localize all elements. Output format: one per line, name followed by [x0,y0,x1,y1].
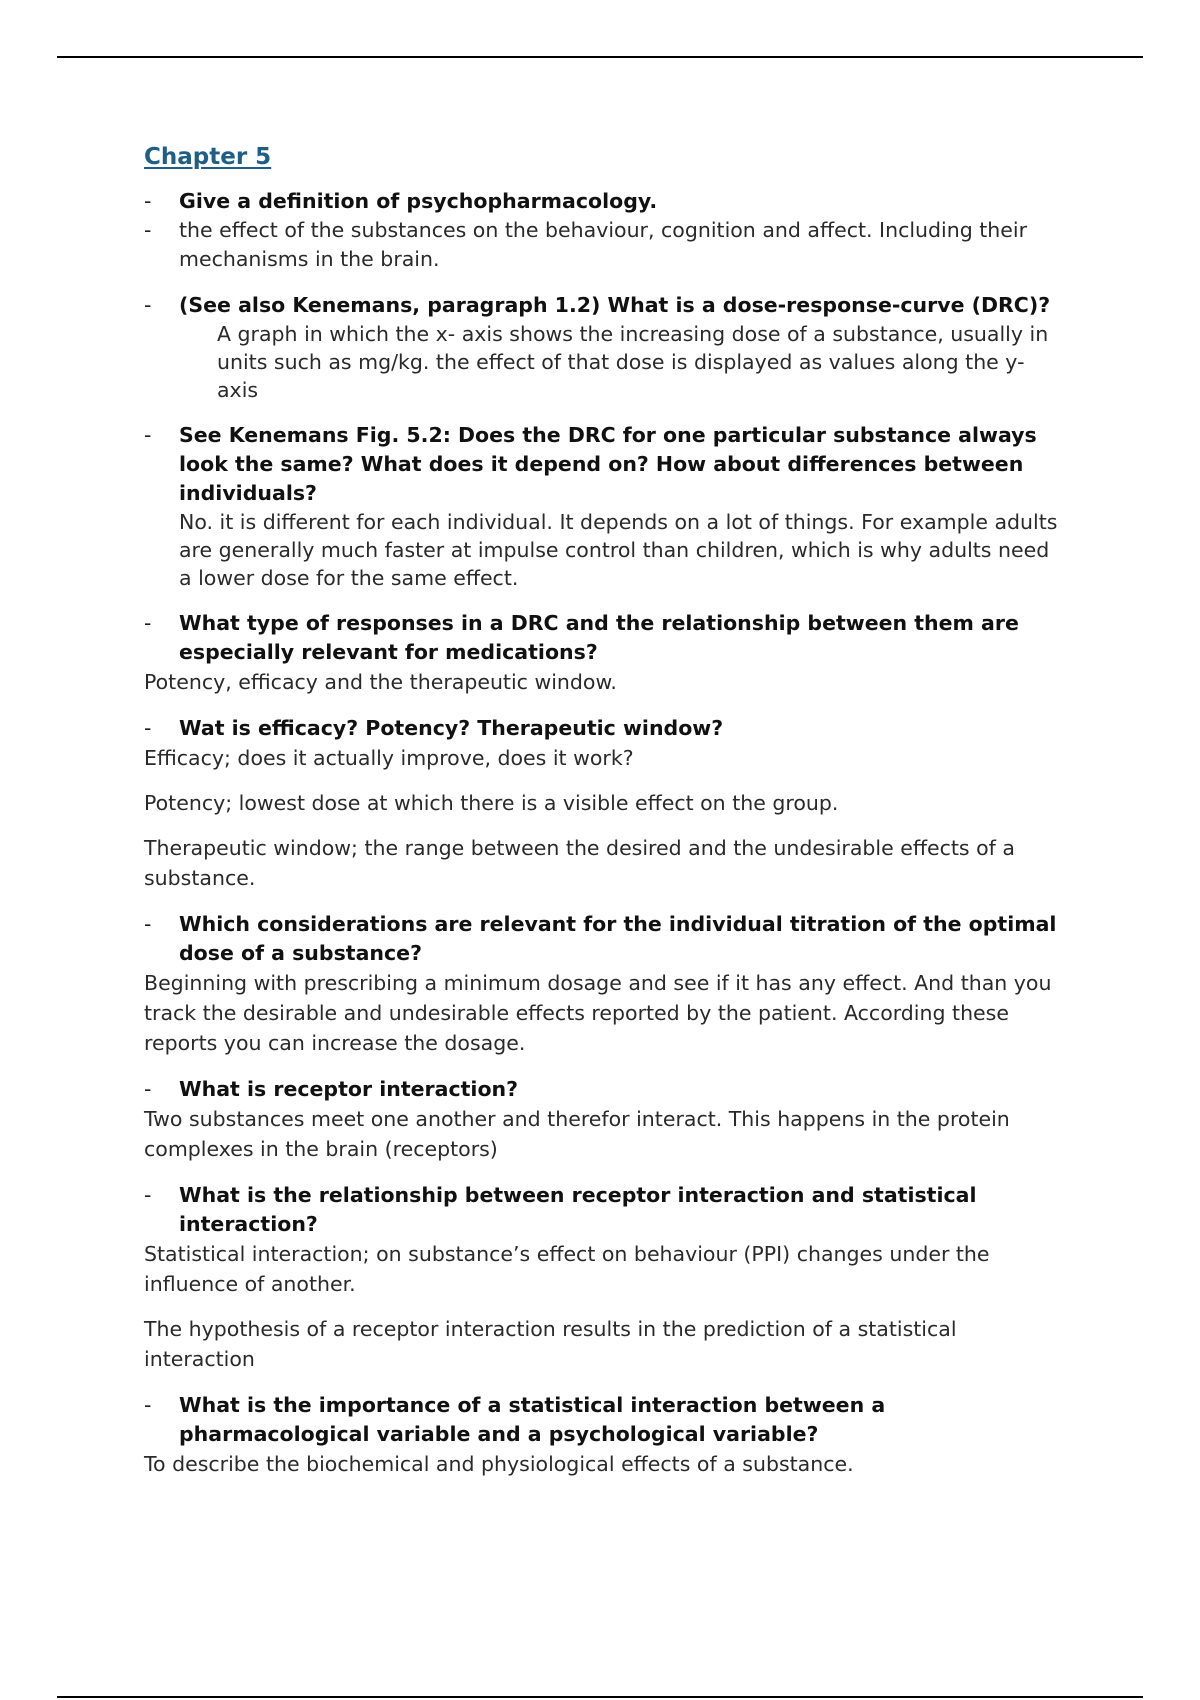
answer-text: The hypothesis of a receptor interaction results in the prediction of a statistical interaction [144,1317,957,1371]
bullet-dash: - [144,189,152,213]
question-text: What is the importance of a statistical interaction between a pharmacological variable and a psychological variable? [179,1393,886,1446]
bullet-dash: - [144,1183,152,1207]
question-item [144,910,1064,968]
answer-text: Two substances meet one another and therefor interact. This happens in the protein complexes in the brain (receptors) [144,1107,1010,1161]
answer-text: No. it is different for each individual. It depends on a lot of things. For example adults are generally much faster at impulse control than children, which is why adults need a lower dose for the same effect. [179,510,1058,590]
chapter-title: Chapter 5 [144,144,272,170]
bullet-dash: - [144,423,152,447]
question-item [144,1391,1064,1449]
question-text: Wat is efficacy? Potency? Therapeutic window? [179,716,724,740]
bullet-dash: - [144,293,152,317]
question-text: (See also Kenemans, paragraph 1.2) What is a dose-response-curve (DRC)? [179,293,1051,317]
bullet-dash: - [144,1393,152,1417]
question-item [144,421,1064,508]
question-text: Which considerations are relevant for the individual titration of the optimal dose of a substance? [179,912,1057,965]
footer-rule [57,1696,1143,1698]
answer-text: Therapeutic window; the range between the desired and the undesirable effects of a substance. [144,836,1015,890]
bullet-dash: - [144,1077,152,1101]
answer-text: the effect of the substances on the behaviour, cognition and affect. Including their mechanisms in the brain. [179,218,1028,271]
header-rule [57,56,1143,58]
answer-text: Potency, efficacy and the therapeutic window. [144,670,617,694]
question-item [144,291,1064,320]
bullet-dash: - [144,218,152,242]
answer-text: Beginning with prescribing a minimum dosage and see if it has any effect. And than you track the desirable and undesirable effects reported by the patient. According these reports you can increase the dosage. [144,971,1052,1055]
question-item [144,714,1064,743]
question-text: What is the relationship between receptor interaction and statistical interaction? [179,1183,977,1236]
question-item [144,187,1064,216]
document-body [144,141,1064,1479]
answer-text: A graph in which the x- axis shows the increasing dose of a substance, usually in units such as mg/kg. the effect of that dose is displayed as values along the y- axis [217,322,1049,402]
answer-item [144,216,1064,274]
bullet-dash: - [144,912,152,936]
answer-text: To describe the biochemical and physiological effects of a substance. [144,1452,854,1476]
question-text: See Kenemans Fig. 5.2: Does the DRC for one particular substance always look the same? What does it depend on? How about differences between individuals? [179,423,1037,505]
question-text: What type of responses in a DRC and the relationship between them are especially relevant for medications? [179,611,1019,664]
question-item [144,1075,1064,1104]
bullet-dash: - [144,611,152,635]
question-item [144,609,1064,667]
answer-text: Efficacy; does it actually improve, does it work? [144,746,634,770]
question-text: What is receptor interaction? [179,1077,519,1101]
bullet-dash: - [144,716,152,740]
question-text: Give a definition of psychopharmacology. [179,189,658,213]
question-item [144,1181,1064,1239]
answer-text: Potency; lowest dose at which there is a visible effect on the group. [144,791,839,815]
answer-text: Statistical interaction; on substance’s effect on behaviour (PPI) changes under the influence of another. [144,1242,990,1296]
